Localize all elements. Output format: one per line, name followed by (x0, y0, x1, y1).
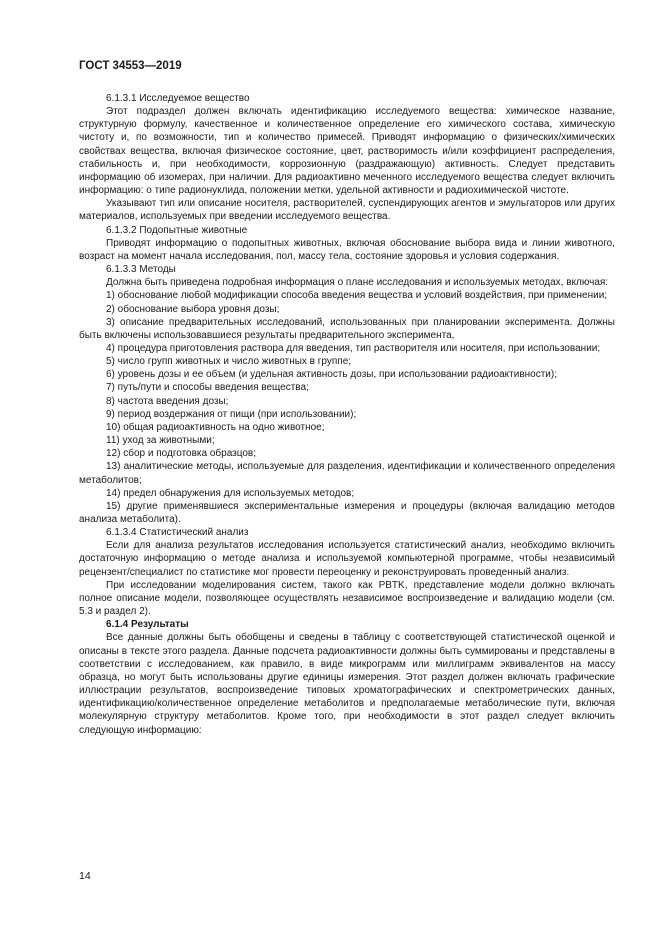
section-heading: 6.1.3.1 Исследуемое вещество (106, 93, 250, 104)
paragraph: Все данные должны быть обобщены и сведены в таблицу с соответствующей статистической оценкой и описаны в тексте этого раздела. Данные подсчета радиоактивности должны быть суммированы и представлены в соответствии с исследованием, как правило, в виде микрограмм или миллиграмм эквивалентов на массу образца, но могут быть использованы другие единицы измерения. Этот раздел должен включать графические иллюстрации результатов, воспроизведение типовых хроматографических и спектрометрических данных, идентификацию/количественное определение метаболитов и предполагаемые метаболические пути, включая молекулярную структуру метаболитов. Кроме того, при необходимости в этот раздел следует включить следующую информацию: (79, 632, 615, 736)
document-body (79, 92, 615, 737)
paragraph: Должна быть приведена подробная информация о плане исследования и используемых методах, включая: (106, 277, 609, 289)
paragraph: 12) сбор и подготовка образцов; (106, 448, 257, 460)
page-number: 14 (79, 870, 91, 882)
paragraph: 11) уход за животными; (106, 435, 215, 447)
paragraph: 4) процедура приготовления раствора для введения, тип растворителя или носителя, при использовании; (106, 342, 601, 354)
paragraph: Указывают тип или описание носителя, растворителей, суспендирующих агентов и эмульгаторов или других материалов, используемых при введении исследуемого вещества. (79, 198, 615, 223)
section-heading: 6.1.3.2 Подопытные животные (106, 224, 248, 236)
section-heading: 6.1.4 Результаты (106, 619, 189, 631)
paragraph: 13) аналитические методы, используемые для разделения, идентификации и количественного определения метаболитов; (79, 461, 615, 486)
paragraph: 1) обоснование любой модификации способа введения вещества и условий воздействия, при применении; (106, 290, 608, 302)
paragraph: 8) частота введения дозы; (106, 395, 229, 407)
section-heading: 6.1.3.4 Статистический анализ (106, 527, 249, 539)
paragraph: 9) период воздержания от пищи (при использовании); (106, 408, 357, 420)
paragraph: Этот подраздел должен включать идентификацию исследуемого вещества: химическое название, структурную формулу, качественное и количественное определение его химического состава, химическую чистоту и, по возможности, тип и количество примесей. Приводят информацию о физических/химических свойствах вещества, включая физическое состояние, цвет, растворимость и/или коэффициент распределения, стабильность и, при необходимости, коррозионную (раздражающую) активность. Следует представить информацию об изомерах, при наличии. Для радиоактивно меченного исследуемого вещества следует включить информацию: о типе радионуклида, положении метки, удельной активности и радиохимической чистоте. (79, 106, 615, 197)
paragraph: Приводят информацию о подопытных животных, включая обоснование выбора вида и линии животного, возраст на момент начала исследования, пол, массу тела, состояние здоровья и условия содержания. (79, 237, 615, 262)
paragraph: 7) путь/пути и способы введения вещества; (106, 382, 309, 394)
paragraph: 6) уровень дозы и ее объем (и удельная активность дозы, при использовании радиоактивности); (106, 369, 558, 381)
paragraph: Если для анализа результатов исследования используется статистический анализ, необходимо включить достаточную информацию о методе анализа и используемой компьютерной программе, чтобы независимый рецензент/специалист по статистике мог провести переоценку и реконструировать проведенный анализ. (79, 540, 615, 578)
paragraph: 10) общая радиоактивность на одно животное; (106, 421, 325, 433)
section-heading: 6.1.3.3 Методы (106, 264, 176, 276)
paragraph: 15) другие применявшиеся экспериментальные измерения и процедуры (включая валидацию методов анализа метаболита). (79, 500, 615, 525)
document-header: ГОСТ 34553—2019 (79, 60, 182, 72)
paragraph: 3) описание предварительных исследований, использованных при планировании эксперимента. Должны быть включены использовавшиеся результаты предварительного эксперимента, (79, 316, 615, 341)
paragraph: 14) предел обнаружения для используемых методов; (106, 487, 355, 499)
paragraph: 2) обоснование выбора уровня дозы; (106, 303, 280, 315)
paragraph: При исследовании моделирования систем, такого как PBTK, представление модели должно включать полное описание модели, позволяющее осуществлять независимое воспроизведение и валидацию модели (см. 5.3 и раздел 2). (79, 579, 615, 618)
paragraph: 5) число групп животных и число животных в группе; (106, 356, 352, 368)
